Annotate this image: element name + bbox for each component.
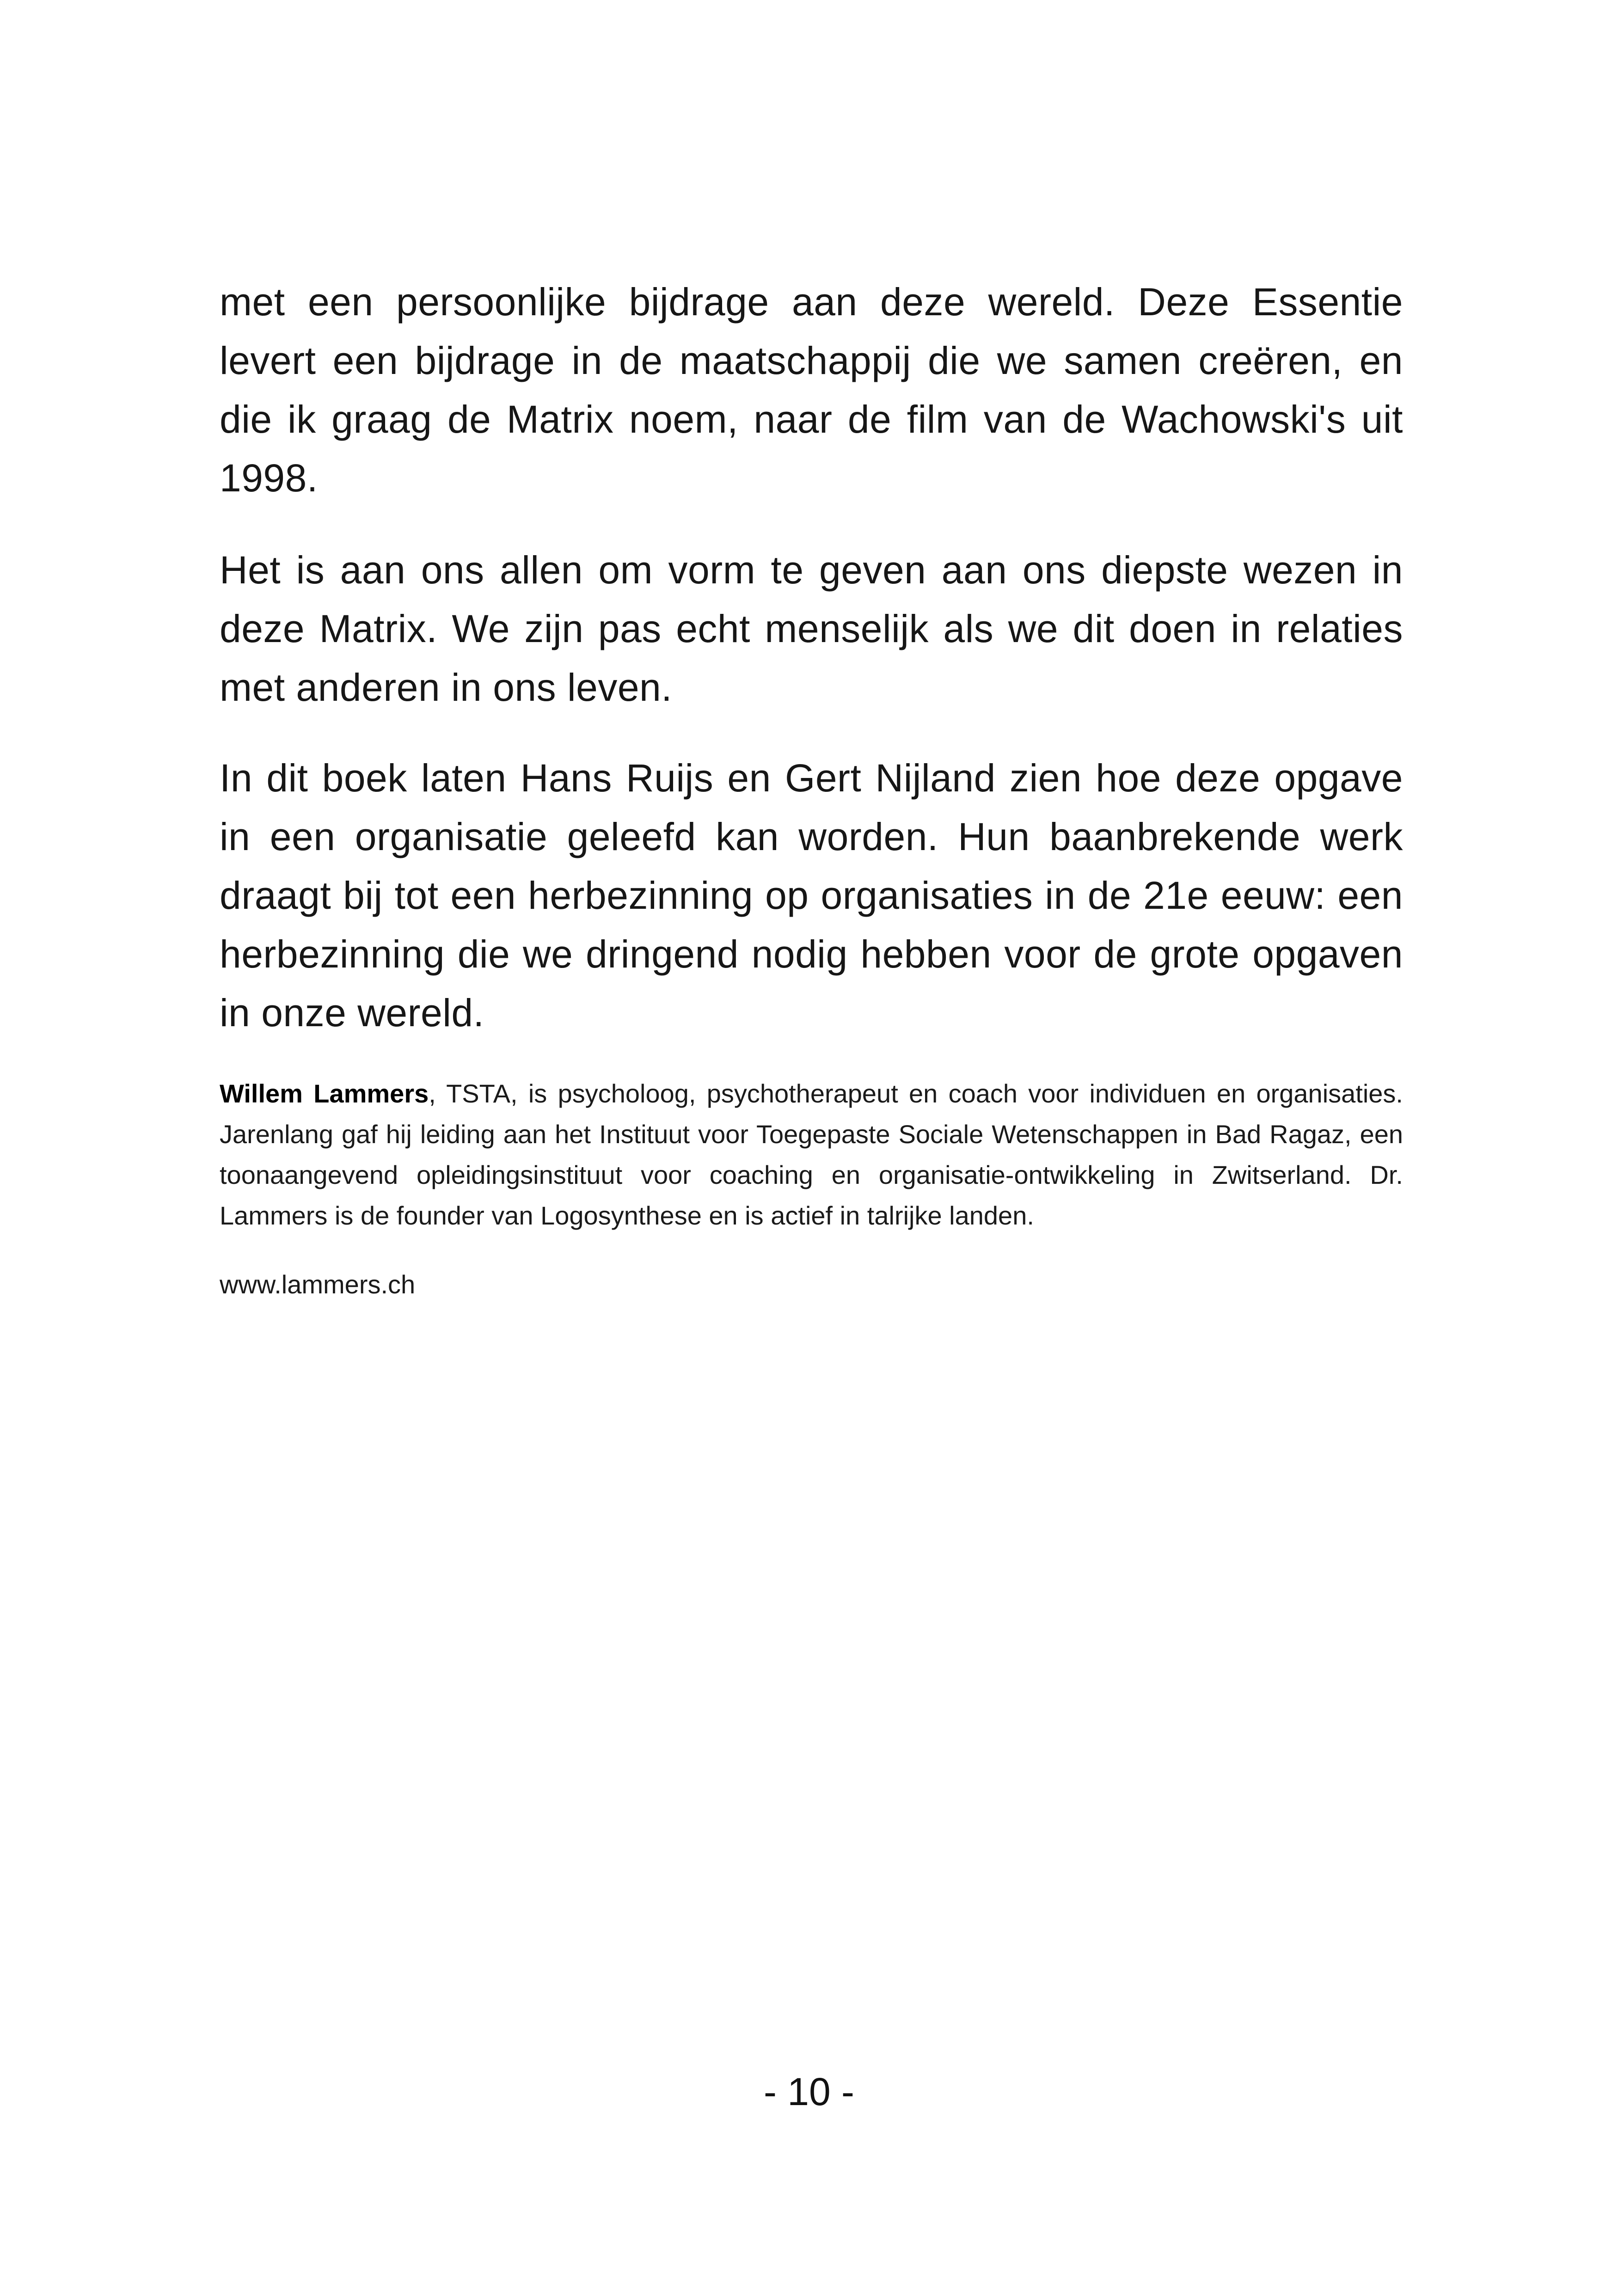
- website-link[interactable]: www.lammers.ch: [220, 1270, 416, 1299]
- author-name: Willem Lammers: [220, 1079, 429, 1108]
- paragraph-matrix: Het is aan ons allen om vorm te geven aan ons diepste wezen in deze Matrix. We zijn pas echt menselijk als we dit doen in relaties met anderen in ons leven.: [220, 548, 1403, 709]
- author-bio-text: , TSTA, is psycholoog, psychotherapeut en coach voor individuen en organisaties. Jarenlang gaf hij leiding aan het Instituut voor Toegepaste Sociale Wetenschappen in Bad Ragaz, een toonaangevend opleidingsinstituut voor coaching en organisatie-ontwikkeling in Zwitserland. Dr. Lammers is de founder van Logosynthese en is actief in talrijke landen.: [220, 1079, 1403, 1230]
- page-number: - 10 -: [763, 2070, 855, 2113]
- author-bio: [220, 1073, 1403, 1236]
- paragraph-boek: In dit boek laten Hans Ruijs en Gert Nijland zien hoe deze opgave in een organisatie geleefd kan worden. Hun baanbrekende werk draagt bij tot een herbezinning op organisaties in de 21e eeuw: een herbezinning die we dringend nodig hebben voor de grote opgaven in onze wereld.: [220, 756, 1403, 1035]
- paragraph-essentie: met een persoonlijke bijdrage aan deze wereld. Deze Essentie levert een bijdrage in de maatschappij die we samen creëren, en die ik graag de Matrix noem, naar de film van de Wachowski's uit 1998.: [220, 280, 1403, 500]
